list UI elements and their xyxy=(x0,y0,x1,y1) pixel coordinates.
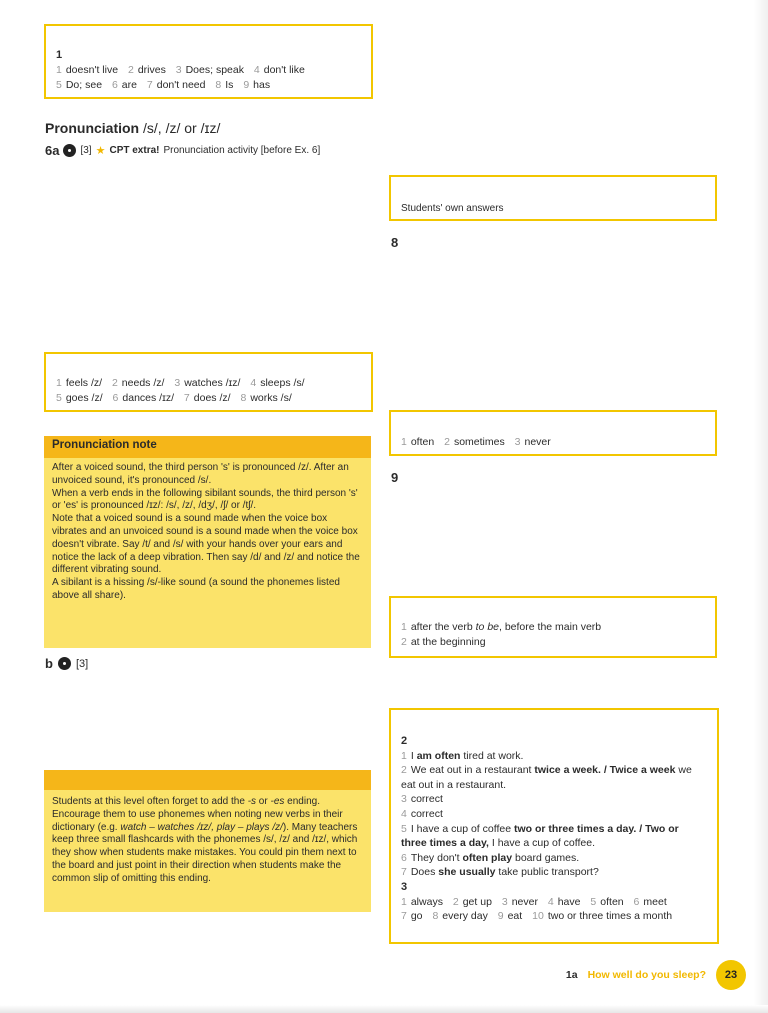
answer-text: watches /ɪz/ xyxy=(184,377,241,389)
item-number: 7 xyxy=(401,910,407,923)
note-paragraph: A sibilant is a hissing /s/-like sound (a sound the phonemes listed above all share). xyxy=(52,577,340,601)
answer-text: does /z/ xyxy=(193,392,231,404)
answer-bold: am often xyxy=(416,749,461,762)
answer-text: I have a cup of coffee. xyxy=(488,837,595,850)
item-number: 7 xyxy=(401,866,407,879)
item-number: 6 xyxy=(111,79,118,91)
section-title-text: Pronunciation xyxy=(45,120,140,136)
answer-line xyxy=(401,895,707,910)
item-number: 6 xyxy=(633,895,640,908)
item-number: 2 xyxy=(444,436,450,448)
item-number: 3 xyxy=(174,377,181,389)
tip-text: Students at this level often forget to add the xyxy=(52,796,248,807)
answer-text: board games. xyxy=(512,851,580,864)
item-number: 1 xyxy=(401,436,407,448)
answer-box-ex6 xyxy=(44,352,373,412)
tip-italic: -s xyxy=(247,796,257,807)
answer-text: have xyxy=(557,895,581,908)
answer-line xyxy=(56,376,361,391)
answer-text: Does; speak xyxy=(185,64,244,76)
answer-box-grammar xyxy=(389,708,719,944)
item-number: 5 xyxy=(56,392,62,404)
cpt-extra-label: CPT extra! xyxy=(109,145,160,156)
item-number: 2 xyxy=(452,895,459,908)
tip-italic: -es xyxy=(270,796,285,807)
tip-italic: watch – watches /ɪz/, play – plays /z/ xyxy=(120,821,283,833)
answer-text: drives xyxy=(137,64,166,76)
page-bottom-shadow xyxy=(0,1005,768,1013)
answer-text: go xyxy=(410,910,423,923)
answer-text: dances /ɪz/ xyxy=(122,392,174,404)
item-number: 7 xyxy=(183,392,190,404)
answer-text: are xyxy=(121,79,137,91)
exercise-label: 6a xyxy=(45,143,60,158)
note-title: Pronunciation note xyxy=(44,436,371,458)
pronunciation-note xyxy=(44,436,371,648)
answer-text: They don't xyxy=(410,851,463,864)
answer-bold: often play xyxy=(462,851,513,864)
unit-title: How well do you sleep? xyxy=(587,969,706,981)
answer-text: feels /z/ xyxy=(65,377,103,389)
answer-text: we eat out in a restaurant. xyxy=(401,764,692,791)
note-paragraph: Note that a voiced sound is a sound made when the voice box vibrates and an unvoiced sound is a sound made when the voice box doesn't vibrate. Say /t/ and /s/ with your hands over your ears and notice the lack of a deep vibration. Then say /d/ and /z/ and notice the different vibrating sound. xyxy=(52,513,360,576)
item-number: 7 xyxy=(146,79,153,91)
item-number: 4 xyxy=(401,807,407,820)
note-body xyxy=(44,458,371,607)
answer-text: never xyxy=(524,436,551,448)
answer-text: I have a cup of coffee xyxy=(410,822,514,835)
exercise-6b-line xyxy=(45,656,88,671)
answer-italic: to be xyxy=(475,621,499,633)
item-number: 2 xyxy=(401,636,407,648)
exercise-number-8: 8 xyxy=(391,235,399,250)
item-number: 4 xyxy=(250,377,257,389)
exercise-number-9: 9 xyxy=(391,470,399,485)
item-number: 1 xyxy=(401,895,407,908)
answer-bold: two or three times a day. / Two or three times a day, xyxy=(401,822,679,850)
answer-text: I xyxy=(410,749,417,762)
answer-text: sleeps /s/ xyxy=(260,377,305,389)
answer-box-ex8 xyxy=(389,410,717,456)
item-number: 6 xyxy=(112,392,119,404)
item-number: 8 xyxy=(432,910,439,923)
answer-text: two or three times a month xyxy=(547,910,673,923)
answer-text: often xyxy=(410,436,435,448)
answer-line xyxy=(56,78,361,93)
page-footer xyxy=(566,960,746,990)
answer-line xyxy=(401,792,707,807)
answer-line xyxy=(401,909,707,924)
item-number: 1 xyxy=(56,377,62,389)
item-number: 3 xyxy=(514,436,521,448)
item-number: 5 xyxy=(56,79,62,91)
answer-line xyxy=(401,763,707,792)
answer-text: needs /z/ xyxy=(121,377,165,389)
answer-line xyxy=(401,865,707,880)
item-number: 4 xyxy=(253,64,260,76)
answer-text: Students' own answers xyxy=(401,203,504,214)
answer-line xyxy=(401,807,707,822)
star-icon: ★ xyxy=(95,145,106,157)
page-edge-shadow xyxy=(754,0,768,1013)
answer-box-ex1 xyxy=(44,24,373,99)
exercise-number: 3 xyxy=(401,880,408,893)
answer-text: get up xyxy=(462,895,492,908)
cpt-extra-text: Pronunciation activity [before Ex. 6] xyxy=(163,145,321,156)
answer-line xyxy=(401,620,705,635)
tip-body xyxy=(44,790,371,890)
item-number: 1 xyxy=(56,64,62,76)
answer-text: Is xyxy=(225,79,234,91)
item-number: 1 xyxy=(401,749,407,762)
unit-label: 1a xyxy=(565,969,578,981)
answer-text: eat xyxy=(507,910,523,923)
answer-text: at the beginning xyxy=(410,636,486,648)
item-number: 9 xyxy=(497,910,504,923)
item-number: 9 xyxy=(243,79,250,91)
exercise-number: 1 xyxy=(56,49,63,61)
item-number: 4 xyxy=(547,895,554,908)
answer-text: never xyxy=(511,895,538,908)
answer-text: sometimes xyxy=(453,436,505,448)
answer-line xyxy=(401,822,707,851)
track-number: [3] xyxy=(80,145,92,156)
item-number: 10 xyxy=(532,910,544,923)
answer-text: often xyxy=(600,895,624,908)
answer-text: works /s/ xyxy=(250,392,292,404)
answer-text: goes /z/ xyxy=(65,392,103,404)
note-paragraph: When a verb ends in the following sibilant sounds, the third person 's' or 'es' is pronounced /ɪz/: /s/, /z/, /dʒ/, /ʃ/ or /tʃ/. xyxy=(52,487,358,512)
answer-line xyxy=(56,391,361,406)
item-number: 2 xyxy=(111,377,118,389)
audio-cd-icon[interactable] xyxy=(63,144,76,157)
note-paragraph: After a voiced sound, the third person 's' is pronounced /z/. After an unvoiced sound, it's pronounced /s/. xyxy=(52,462,349,486)
item-number: 2 xyxy=(127,64,134,76)
item-number: 8 xyxy=(215,79,222,91)
answer-text: don't like xyxy=(263,64,305,76)
answer-text: always xyxy=(410,895,443,908)
answer-text: don't need xyxy=(156,79,206,91)
exercise-6a-line xyxy=(45,143,320,158)
answer-line xyxy=(56,63,361,78)
answer-text: We eat out in a restaurant xyxy=(410,764,535,777)
section-title-pronunciation xyxy=(45,120,220,136)
answer-line xyxy=(401,749,707,764)
item-number: 5 xyxy=(401,822,407,835)
audio-cd-icon[interactable] xyxy=(58,657,71,670)
answer-text: every day xyxy=(442,910,488,923)
answer-box-ex9 xyxy=(389,596,717,658)
exercise-label: b xyxy=(45,656,53,671)
answer-text: , before the main verb xyxy=(499,621,602,633)
answer-text: doesn't live xyxy=(65,64,119,76)
tip-text: ending. Encourage them to use phonemes when noting new verbs in their dictionary (e.g. xyxy=(52,796,343,833)
answer-text: Do; see xyxy=(65,79,103,91)
item-number: 6 xyxy=(401,851,407,864)
answer-text: Does xyxy=(410,866,439,879)
phonemes: /s/, /z/ or /ɪz/ xyxy=(143,120,221,136)
track-number: [3] xyxy=(75,657,89,670)
answer-text: correct xyxy=(410,793,443,806)
answer-text: correct xyxy=(410,807,443,820)
answer-bold: she usually xyxy=(438,866,496,879)
page-number: 23 xyxy=(716,960,746,990)
exercise-number: 2 xyxy=(401,735,408,747)
item-number: 2 xyxy=(401,764,407,777)
answer-line xyxy=(401,635,705,650)
item-number: 3 xyxy=(175,64,182,76)
answer-text: meet xyxy=(643,895,667,908)
answer-text: take public transport? xyxy=(495,866,599,879)
answer-text: tired at work. xyxy=(460,749,524,762)
item-number: 8 xyxy=(240,392,247,404)
item-number: 1 xyxy=(401,621,407,633)
answer-text: after the verb xyxy=(410,621,476,633)
item-number: 5 xyxy=(590,895,597,908)
answer-box-students-own xyxy=(389,175,717,221)
answer-text: has xyxy=(253,79,271,91)
answer-bold: twice a week. / Twice a week xyxy=(534,764,676,777)
item-number: 3 xyxy=(501,895,508,908)
answer-line xyxy=(401,851,707,866)
teaching-tip xyxy=(44,770,371,912)
tip-text: or xyxy=(256,796,271,807)
tip-header xyxy=(44,770,371,790)
tip-text: ). Many teachers keep three small flashcards with the phonemes /s/, /z/ and /ɪz/, which they show when students make mistakes. You could pin them next to the board and just point in their direction when students make the common slip of omitting this ending. xyxy=(52,821,358,884)
item-number: 3 xyxy=(401,793,407,806)
